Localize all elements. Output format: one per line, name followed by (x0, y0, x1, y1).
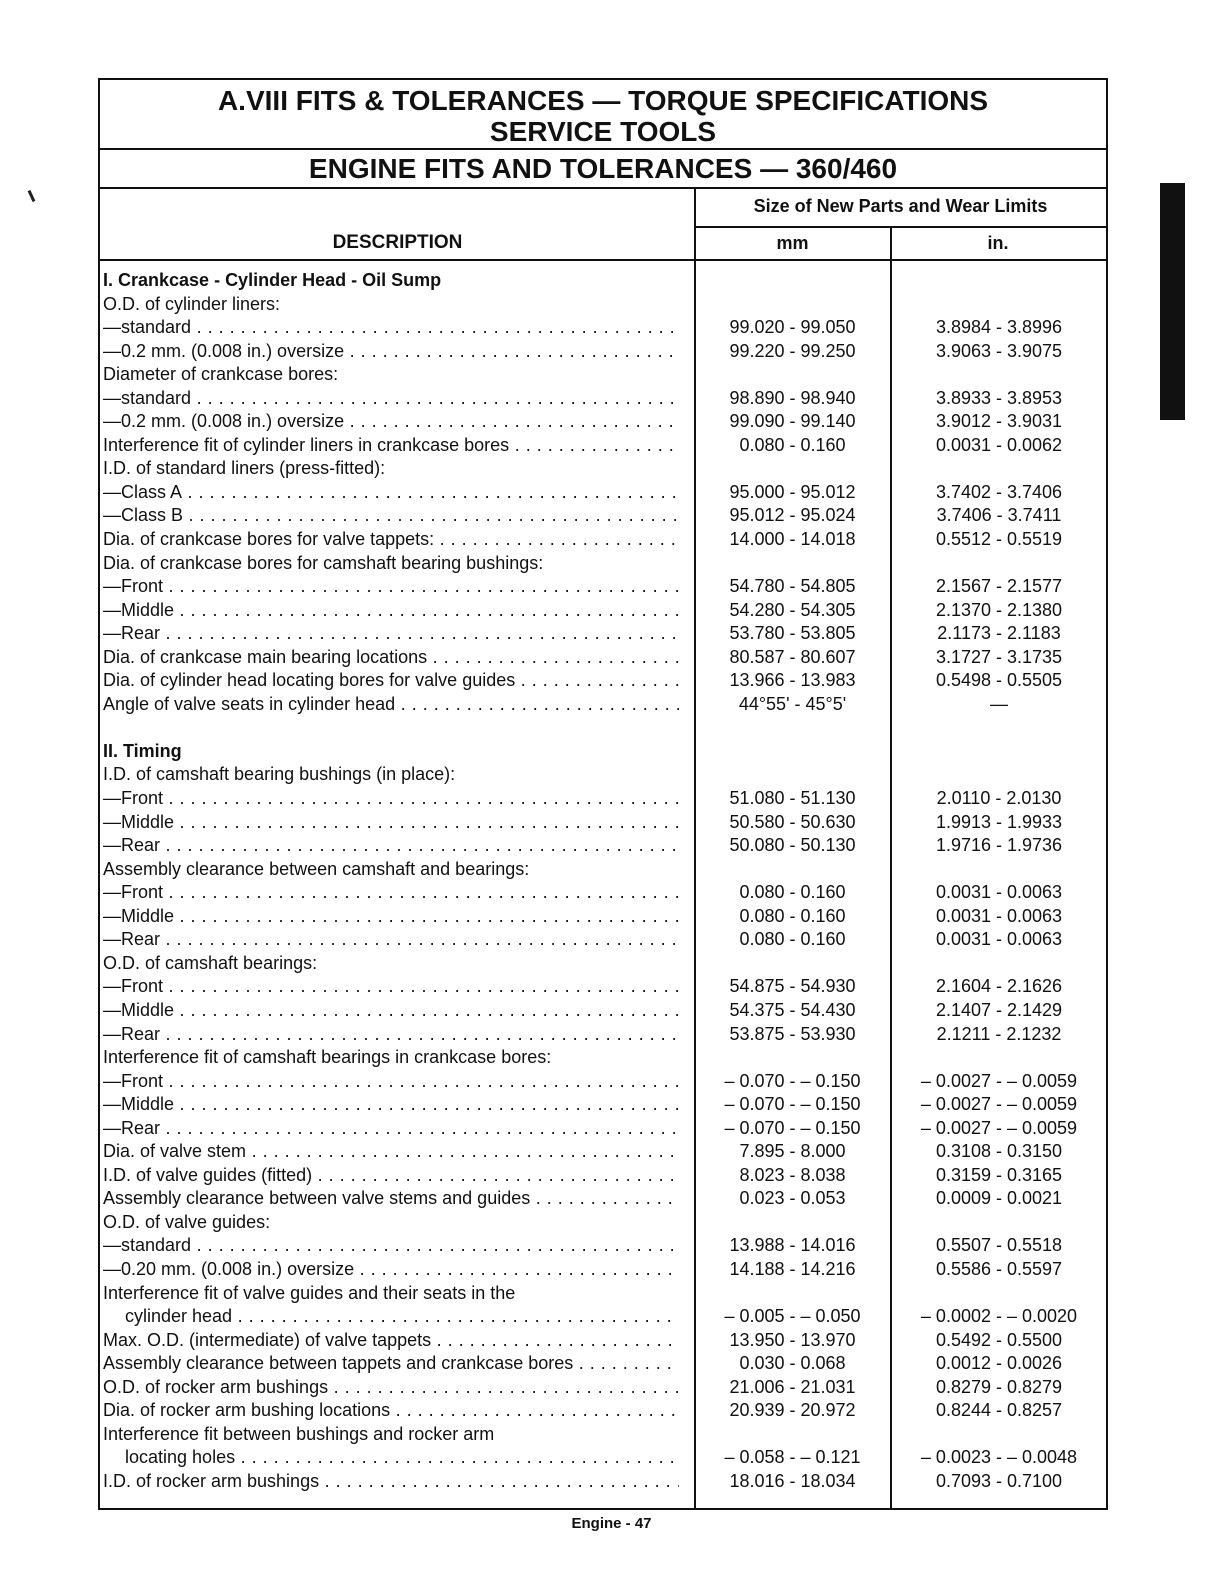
value-mm: 53.780 - 53.805 (729, 623, 856, 644)
column-header (100, 189, 1106, 261)
value-mm: 13.950 - 13.970 (729, 1329, 856, 1350)
row-description: —Front . . . (103, 575, 679, 599)
row-description: O.D. of cylinder liners: (103, 293, 281, 314)
value-mm: 8.023 - 8.038 (739, 1164, 846, 1185)
value-mm: 18.016 - 18.034 (729, 1470, 856, 1491)
value-mm: 99.020 - 99.050 (729, 317, 856, 338)
value-mm: 20.939 - 20.972 (729, 1400, 856, 1421)
row-description: Dia. of valve stem . . . (103, 1140, 679, 1164)
value-mm: 44°55' - 45°5' (738, 693, 847, 714)
row-description: O.D. of rocker arm bushings . . . (103, 1376, 679, 1400)
value-in: 0.0012 - 0.0026 (935, 1353, 1063, 1374)
row-description: Interference fit of cylinder liners in crankcase bores . . . (103, 434, 679, 458)
page-footer: Engine - 47 (571, 1515, 652, 1532)
value-in: – 0.0023 - – 0.0048 (920, 1447, 1078, 1468)
row-description: Dia. of crankcase bores for camshaft bearing bushings: (103, 552, 544, 573)
value-in: 2.0110 - 2.0130 (936, 788, 1062, 809)
value-mm: 99.220 - 99.250 (729, 340, 856, 361)
row-description: —Middle . . . (103, 599, 679, 623)
table-row (100, 646, 1106, 670)
value-in: 2.1604 - 2.1626 (935, 976, 1063, 997)
value-in: 0.8244 - 0.8257 (935, 1400, 1063, 1421)
value-mm: 54.280 - 54.305 (729, 599, 856, 620)
row-description: —Front . . . (103, 787, 679, 811)
table-row (100, 1234, 1106, 1258)
row-description: —Rear . . . (103, 928, 679, 952)
table-row (100, 881, 1106, 905)
value-in: 1.9913 - 1.9933 (935, 811, 1063, 832)
title-line-1: A.VIII FITS & TOLERANCES — TORQUE SPECIFICATIONS (217, 85, 989, 116)
table-row (100, 693, 1106, 717)
row-description: Interference fit between bushings and rocker arm (103, 1423, 495, 1444)
value-in: 0.5507 - 0.5518 (935, 1235, 1063, 1256)
table-row (100, 1140, 1106, 1164)
spec-table-frame (98, 78, 1108, 1510)
value-mm: 13.966 - 13.983 (729, 670, 856, 691)
value-in: 1.9716 - 1.9736 (935, 835, 1063, 856)
row-description: —Front . . . (103, 975, 679, 999)
section-heading: I. Crankcase - Cylinder Head - Oil Sump (103, 270, 442, 290)
value-mm: 99.090 - 99.140 (729, 411, 856, 432)
table-row (100, 552, 1106, 576)
value-in: 2.1173 - 2.1183 (937, 623, 1061, 644)
row-description: Angle of valve seats in cylinder head . . . (103, 693, 679, 717)
table-row (100, 834, 1106, 858)
value-in: 0.0031 - 0.0063 (935, 882, 1063, 903)
value-mm: 80.587 - 80.607 (729, 646, 856, 667)
value-in: 3.9012 - 3.9031 (935, 411, 1063, 432)
value-mm: 0.080 - 0.160 (739, 882, 846, 903)
table-row (100, 1329, 1106, 1353)
value-in: – 0.0002 - – 0.0020 (920, 1306, 1078, 1327)
row-description: I.D. of rocker arm bushings . . . (103, 1470, 679, 1494)
table-row (100, 1352, 1106, 1376)
value-mm: 50.080 - 50.130 (729, 835, 856, 856)
row-description: —standard . . . (103, 1234, 679, 1258)
row-description: —Middle . . . (103, 905, 679, 929)
table-row (100, 387, 1106, 411)
mm-header: mm (776, 233, 809, 253)
section-heading: II. Timing (103, 740, 182, 761)
table-row (100, 434, 1106, 458)
row-description: —0.20 mm. (0.008 in.) oversize . . . (103, 1258, 679, 1282)
table-row (100, 1117, 1106, 1141)
table-row (100, 787, 1106, 811)
table-row (100, 1399, 1106, 1423)
value-mm: 54.375 - 54.430 (729, 999, 856, 1020)
value-mm: 0.030 - 0.068 (739, 1353, 846, 1374)
value-mm: 95.012 - 95.024 (729, 505, 856, 526)
value-mm: – 0.005 - – 0.050 (724, 1306, 861, 1327)
table-row (100, 1046, 1106, 1070)
value-mm: 0.023 - 0.053 (739, 1188, 846, 1209)
table-row (100, 740, 1106, 764)
table-row (100, 599, 1106, 623)
value-in: 3.7406 - 3.7411 (936, 505, 1062, 526)
row-description: —0.2 mm. (0.008 in.) oversize . . . (103, 340, 679, 364)
value-in: 0.3159 - 0.3165 (935, 1164, 1063, 1185)
row-description: —standard . . . (103, 387, 679, 411)
table-row (100, 1070, 1106, 1094)
value-in: 0.0031 - 0.0063 (935, 929, 1063, 950)
table-row (100, 905, 1106, 929)
value-mm: – 0.070 - – 0.150 (724, 1117, 861, 1138)
row-description: —Class B . . . (103, 504, 679, 528)
row-description: Assembly clearance between tappets and crankcase bores . . . (103, 1352, 679, 1376)
table-row (100, 952, 1106, 976)
row-description: —Rear . . . (103, 1117, 679, 1141)
value-in: 3.9063 - 3.9075 (935, 340, 1063, 361)
value-mm: – 0.070 - – 0.150 (724, 1094, 861, 1115)
value-in: 3.8984 - 3.8996 (935, 317, 1063, 338)
row-description: O.D. of valve guides: (103, 1211, 271, 1232)
page-title (100, 80, 1106, 150)
table-row (100, 316, 1106, 340)
row-description: I.D. of valve guides (fitted) . . . (103, 1164, 679, 1188)
value-mm: 54.875 - 54.930 (729, 976, 856, 997)
value-in: 0.3108 - 0.3150 (935, 1141, 1063, 1162)
value-in: 3.7402 - 3.7406 (935, 481, 1063, 502)
value-in: 0.5498 - 0.5505 (935, 670, 1063, 691)
row-description: Dia. of crankcase bores for valve tappets: . . . (103, 528, 679, 552)
value-in: 0.5586 - 0.5597 (935, 1258, 1063, 1279)
row-description: Interference fit of valve guides and their seats in the (103, 1282, 516, 1303)
table-row (100, 975, 1106, 999)
value-mm: 0.080 - 0.160 (739, 929, 846, 950)
row-description: —Rear . . . (103, 834, 679, 858)
table-row (100, 481, 1106, 505)
table-row (100, 269, 1106, 293)
table-row (100, 363, 1106, 387)
section-tab-marker (1160, 183, 1185, 420)
table-row (100, 293, 1106, 317)
table-row (100, 999, 1106, 1023)
row-description: Assembly clearance between camshaft and bearings: (103, 858, 530, 879)
row-description: Diameter of crankcase bores: (103, 364, 339, 385)
row-description: locating holes . . . (103, 1446, 679, 1470)
value-mm: 53.875 - 53.930 (729, 1023, 856, 1044)
table-row (100, 1470, 1106, 1494)
value-mm: 98.890 - 98.940 (729, 387, 856, 408)
row-description: —standard . . . (103, 316, 679, 340)
table-row (100, 622, 1106, 646)
row-description: I.D. of standard liners (press-fitted): (103, 458, 386, 479)
table-row (100, 457, 1106, 481)
description-header: DESCRIPTION (332, 232, 463, 253)
value-mm: – 0.058 - – 0.121 (724, 1447, 861, 1468)
row-description: Dia. of crankcase main bearing locations . . . (103, 646, 679, 670)
table-row (100, 1305, 1106, 1329)
table-row (100, 858, 1106, 882)
table-row (100, 1376, 1106, 1400)
table-row (100, 1023, 1106, 1047)
table-row (100, 504, 1106, 528)
row-description: —Middle . . . (103, 811, 679, 835)
table-row (100, 1446, 1106, 1470)
value-in: 3.8933 - 3.8953 (935, 387, 1063, 408)
title-line-2: SERVICE TOOLS (489, 116, 717, 147)
table-subtitle: ENGINE FITS AND TOLERANCES — 360/460 (100, 150, 1106, 189)
value-in: 0.8279 - 0.8279 (935, 1376, 1063, 1397)
value-in: 3.1727 - 3.1735 (935, 646, 1063, 667)
value-in: 0.5492 - 0.5500 (935, 1329, 1063, 1350)
scan-mark (28, 190, 36, 202)
value-in: 2.1211 - 2.1232 (936, 1023, 1062, 1044)
value-mm: 7.895 - 8.000 (739, 1141, 846, 1162)
value-mm: 0.080 - 0.160 (739, 434, 846, 455)
value-mm: 21.006 - 21.031 (729, 1376, 856, 1397)
table-row (100, 763, 1106, 787)
value-in: — (990, 693, 1008, 714)
value-mm: 13.988 - 14.016 (729, 1235, 856, 1256)
row-description: —Class A . . . (103, 481, 679, 505)
table-row (100, 528, 1106, 552)
row-description: O.D. of camshaft bearings: (103, 952, 318, 973)
table-row (100, 1282, 1106, 1306)
row-description: Max. O.D. (intermediate) of valve tappets . . . (103, 1329, 679, 1353)
table-row (100, 669, 1106, 693)
table-row (100, 410, 1106, 434)
value-mm: 14.188 - 14.216 (729, 1258, 856, 1279)
value-mm: 0.080 - 0.160 (739, 905, 846, 926)
row-description: —Front . . . (103, 881, 679, 905)
value-mm: 95.000 - 95.012 (729, 481, 856, 502)
row-description: I.D. of camshaft bearing bushings (in place): (103, 764, 456, 785)
row-description: cylinder head . . . (103, 1305, 679, 1329)
value-mm: 14.000 - 14.018 (729, 529, 856, 550)
row-description: Interference fit of camshaft bearings in crankcase bores: (103, 1047, 552, 1068)
table-row (100, 1187, 1106, 1211)
row-description: Dia. of rocker arm bushing locations . . . (103, 1399, 679, 1423)
row-description: —Front . . . (103, 1070, 679, 1094)
row-description: —Middle . . . (103, 1093, 679, 1117)
size-group-header: Size of New Parts and Wear Limits (695, 189, 1106, 228)
value-in: – 0.0027 - – 0.0059 (920, 1070, 1078, 1091)
value-in: 0.0031 - 0.0063 (935, 905, 1063, 926)
table-row (100, 928, 1106, 952)
row-description: Dia. of cylinder head locating bores for valve guides . . . (103, 669, 679, 693)
table-row (100, 1211, 1106, 1235)
value-mm: 51.080 - 51.130 (729, 788, 856, 809)
value-in: 0.5512 - 0.5519 (935, 529, 1063, 550)
value-mm: – 0.070 - – 0.150 (724, 1070, 861, 1091)
value-in: 0.0031 - 0.0062 (935, 434, 1063, 455)
row-description: —Rear . . . (103, 1023, 679, 1047)
value-in: – 0.0027 - – 0.0059 (920, 1094, 1078, 1115)
value-mm: 50.580 - 50.630 (729, 811, 856, 832)
table-row (100, 1093, 1106, 1117)
table-row (100, 716, 1106, 740)
in-header: in. (987, 233, 1009, 253)
table-row (100, 1164, 1106, 1188)
row-description: —Middle . . . (103, 999, 679, 1023)
table-row (100, 340, 1106, 364)
row-description: Assembly clearance between valve stems and guides . . . (103, 1187, 679, 1211)
value-in: 2.1370 - 2.1380 (935, 599, 1063, 620)
value-in: 2.1567 - 2.1577 (935, 576, 1063, 597)
value-in: 0.0009 - 0.0021 (935, 1188, 1063, 1209)
table-row (100, 811, 1106, 835)
value-in: 2.1407 - 2.1429 (935, 999, 1063, 1020)
row-description: —0.2 mm. (0.008 in.) oversize . . . (103, 410, 679, 434)
value-in: 0.7093 - 0.7100 (935, 1470, 1063, 1491)
table-row (100, 1258, 1106, 1282)
table-row (100, 1423, 1106, 1447)
table-row (100, 575, 1106, 599)
value-in: – 0.0027 - – 0.0059 (920, 1117, 1078, 1138)
value-mm: 54.780 - 54.805 (729, 576, 856, 597)
row-description: —Rear . . . (103, 622, 679, 646)
table-body (100, 269, 1106, 1493)
